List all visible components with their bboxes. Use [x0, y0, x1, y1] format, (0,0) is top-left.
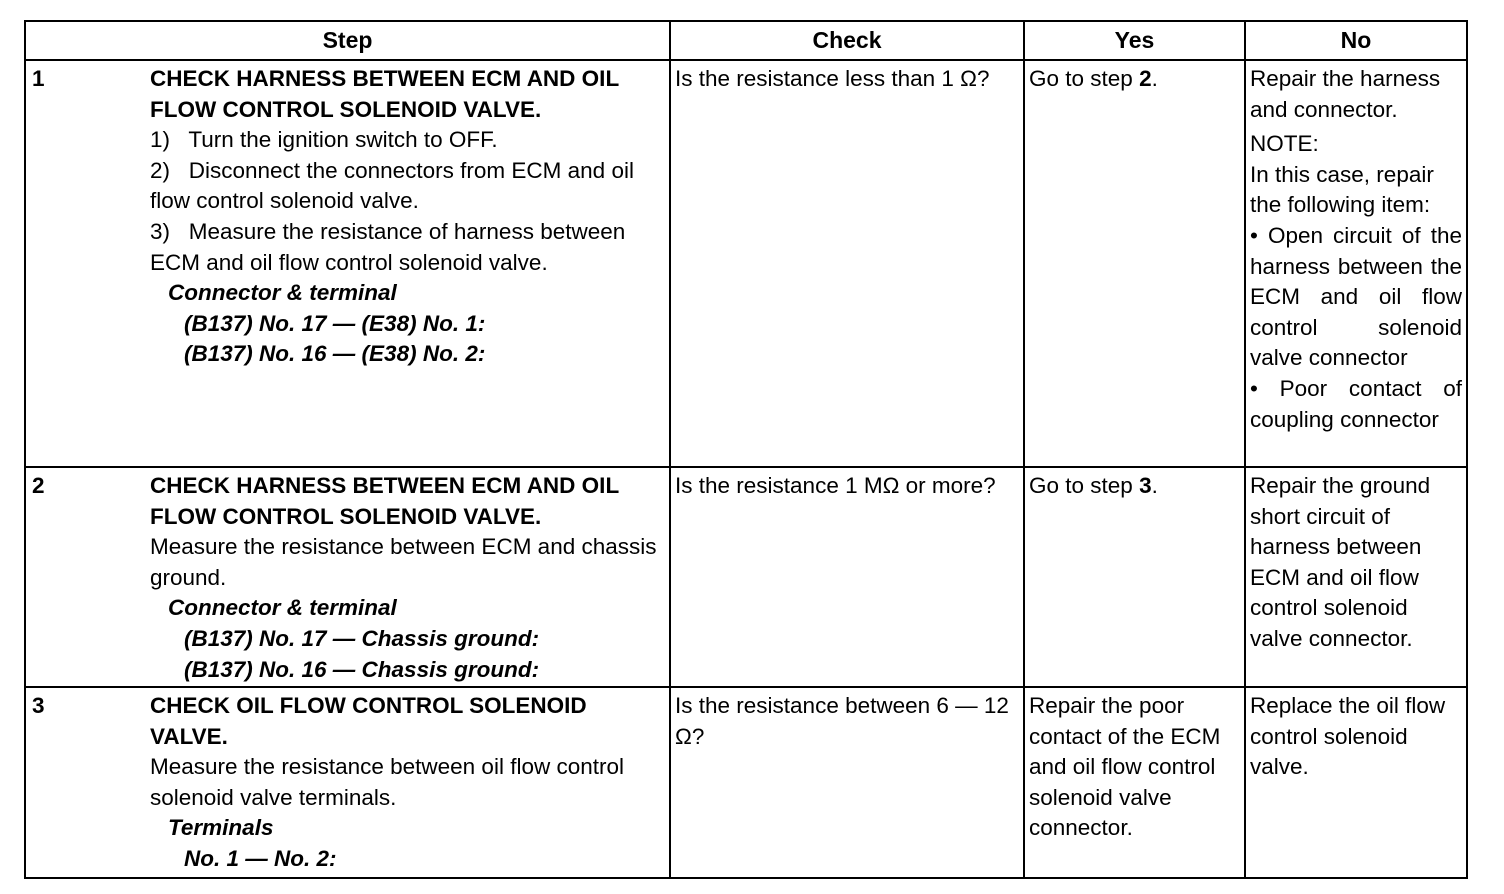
check-cell: Is the resistance between 6 — 12 Ω? [670, 687, 1024, 878]
no-cell: Repair the ground short circuit of harness between ECM and oil flow control solenoid valve connector. [1245, 467, 1467, 687]
connector-terminal: (B137) No. 16 — Chassis ground: [184, 656, 540, 682]
note-bullet: • Open circuit of the harness between the ECM and oil flow control solenoid valve connector [1250, 222, 1462, 371]
table-row [25, 60, 1467, 467]
step-instruction: Measure the resistance between oil flow control solenoid valve terminals. [150, 754, 624, 810]
step-cell [25, 60, 670, 467]
check-cell: Is the resistance less than 1 Ω? [670, 60, 1024, 467]
connector-terminal: (B137) No. 17 — (E38) No. 1: [184, 310, 486, 336]
step-cell [25, 467, 670, 687]
yes-step-link: 2 [1139, 66, 1152, 91]
step-instruction: 3) Measure the resistance of harness between ECM and oil flow control solenoid valve. [150, 218, 632, 275]
step-number: 3 [32, 693, 45, 718]
connector-terminal: (B137) No. 17 — Chassis ground: [184, 625, 540, 651]
connector-heading: Connector & terminal [168, 595, 397, 621]
yes-suffix: . [1151, 473, 1158, 498]
note-label: NOTE: [1250, 131, 1319, 157]
step-cell [25, 687, 670, 878]
step-number: 2 [32, 473, 45, 498]
yes-cell [1024, 467, 1245, 687]
yes-prefix: Go to step [1029, 66, 1140, 91]
yes-suffix: . [1151, 66, 1158, 91]
step-instruction: 2) Disconnect the connectors from ECM and oil flow control solenoid valve. [150, 157, 641, 214]
header-step: Step [25, 21, 670, 60]
connector-terminal: (B137) No. 16 — (E38) No. 2: [184, 341, 486, 367]
header-yes: Yes [1024, 21, 1245, 60]
yes-prefix: Go to step [1029, 473, 1140, 498]
header-check: Check [670, 21, 1024, 60]
diagnostic-table [24, 20, 1468, 879]
no-cell [1245, 60, 1467, 467]
no-cell: Replace the oil flow control solenoid valve. [1245, 687, 1467, 878]
terminals-heading: Terminals [168, 815, 274, 841]
check-cell: Is the resistance 1 MΩ or more? [670, 467, 1024, 687]
yes-cell: Repair the poor contact of the ECM and oil flow control solenoid valve connector. [1024, 687, 1245, 878]
step-instruction: Measure the resistance between ECM and chassis ground. [150, 534, 657, 590]
table-row [25, 687, 1467, 878]
no-action: Repair the harness and connector. [1250, 66, 1441, 122]
yes-step-link: 3 [1139, 473, 1152, 498]
header-row [25, 21, 1467, 60]
step-title: CHECK OIL FLOW CONTROL SOLENOID VALVE. [150, 693, 587, 749]
terminal-pair: No. 1 — No. 2: [184, 845, 337, 871]
step-instruction: 1) Turn the ignition switch to OFF. [150, 127, 498, 153]
step-title: CHECK HARNESS BETWEEN ECM AND OIL FLOW CONTROL SOLENOID VALVE. [150, 473, 619, 529]
note-bullet: • Poor contact of coupling connector [1250, 375, 1462, 432]
yes-cell [1024, 60, 1245, 467]
table-row [25, 467, 1467, 687]
connector-heading: Connector & terminal [168, 280, 397, 306]
header-no: No [1245, 21, 1467, 60]
step-title: CHECK HARNESS BETWEEN ECM AND OIL FLOW CONTROL SOLENOID VALVE. [150, 66, 619, 122]
step-number: 1 [32, 66, 45, 91]
note-text: In this case, repair the following item: [1250, 161, 1434, 218]
